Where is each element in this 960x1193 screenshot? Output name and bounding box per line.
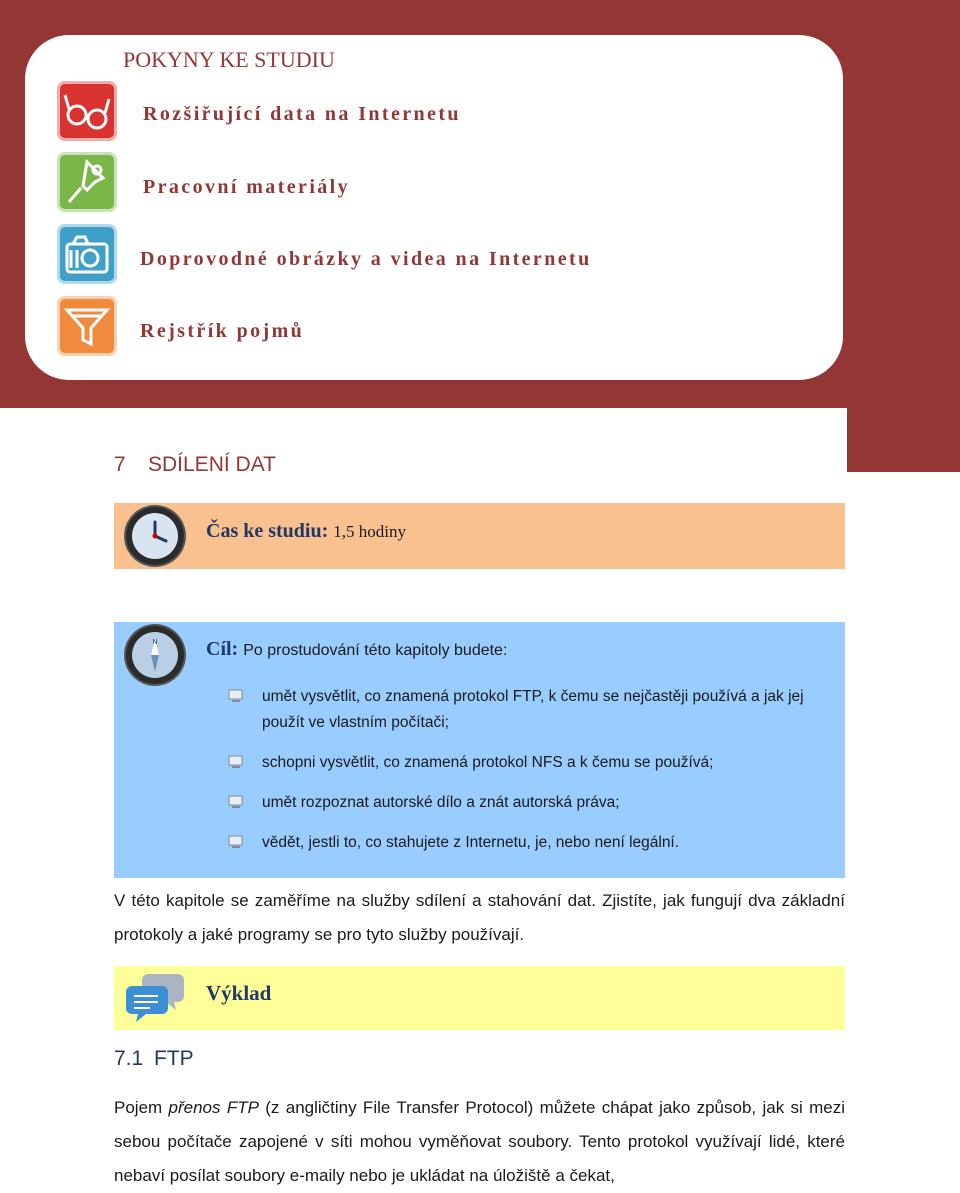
section-number: 7.1: [114, 1047, 144, 1070]
glasses-icon: [57, 81, 117, 141]
section-paragraph: Pojem přenos FTP (z angličtiny File Transfer Protocol) můžete chápat jako způsob, jak si mezi sebou počítače zapojené v síti mohou vyměňovat soubory. Tento protokol využívají lidé, které nebaví posílat soubory e-maily nebo je ukládat na úložiště a čekat,: [114, 1098, 846, 1185]
guide-item-index: [0, 296, 700, 358]
time-value: 1,5 hodiny: [333, 522, 406, 541]
pushpin-icon: [57, 152, 117, 212]
camera-icon: [57, 224, 117, 284]
funnel-icon: [57, 296, 117, 356]
goal-list: [228, 684, 843, 870]
chapter-heading: [114, 453, 276, 477]
guide-item-internet-data: [0, 81, 700, 143]
list-item: umět vysvětlit, co znamená protokol FTP, k čemu se nejčastěji používá a jak jej použít ve vlastním počítači;: [228, 684, 843, 736]
guide-item-label: Pracovní materiály: [143, 176, 351, 198]
clock-icon: [126, 507, 184, 565]
section-heading: [114, 1047, 194, 1071]
goal-intro: Po prostudování této kapitoly budete:: [243, 642, 508, 659]
speech-bubbles-icon: [124, 970, 186, 1024]
monitor-bullet-icon: [228, 795, 244, 809]
guide-item-work-materials: [0, 152, 700, 214]
svg-text:N: N: [152, 639, 158, 646]
list-item: umět rozpoznat autorské dílo a znát autorská práva;: [228, 790, 843, 816]
vyklad-label: Výklad: [206, 981, 272, 1005]
list-item: schopni vysvětlit, co znamená protokol NFS a k čemu se používá;: [228, 750, 843, 776]
header-band-tab: [847, 408, 960, 472]
guide-item-label: Doprovodné obrázky a videa na Internetu: [140, 248, 592, 270]
goal-box-text: [206, 638, 507, 661]
term-italic: přenos FTP: [168, 1098, 259, 1117]
time-box-text: [206, 520, 406, 543]
goal-label: Cíl:: [206, 638, 239, 660]
intro-paragraph: V této kapitole se zaměříme na služby sdílení a stahování dat. Zjistíte, jak fungují dva základní protokoly a jaké programy se pro tyto služby používají.: [114, 891, 845, 944]
list-item: vědět, jestli to, co stahujete z Internetu, je, nebo není legální.: [228, 830, 843, 856]
guide-item-pictures-videos: [0, 224, 700, 286]
monitor-bullet-icon: [228, 689, 244, 703]
monitor-bullet-icon: [228, 755, 244, 769]
chapter-number: 7: [114, 453, 126, 476]
chapter-title: SDÍLENÍ DAT: [148, 453, 276, 476]
compass-icon: [126, 626, 184, 684]
monitor-bullet-icon: [228, 835, 244, 849]
time-label: Čas ke studiu:: [206, 520, 329, 542]
section-title: FTP: [154, 1047, 194, 1070]
study-guide-title: POKYNY KE STUDIU: [123, 47, 335, 72]
guide-item-label: Rejstřík pojmů: [140, 320, 305, 342]
guide-item-label: Rozšiřující data na Internetu: [143, 103, 461, 125]
